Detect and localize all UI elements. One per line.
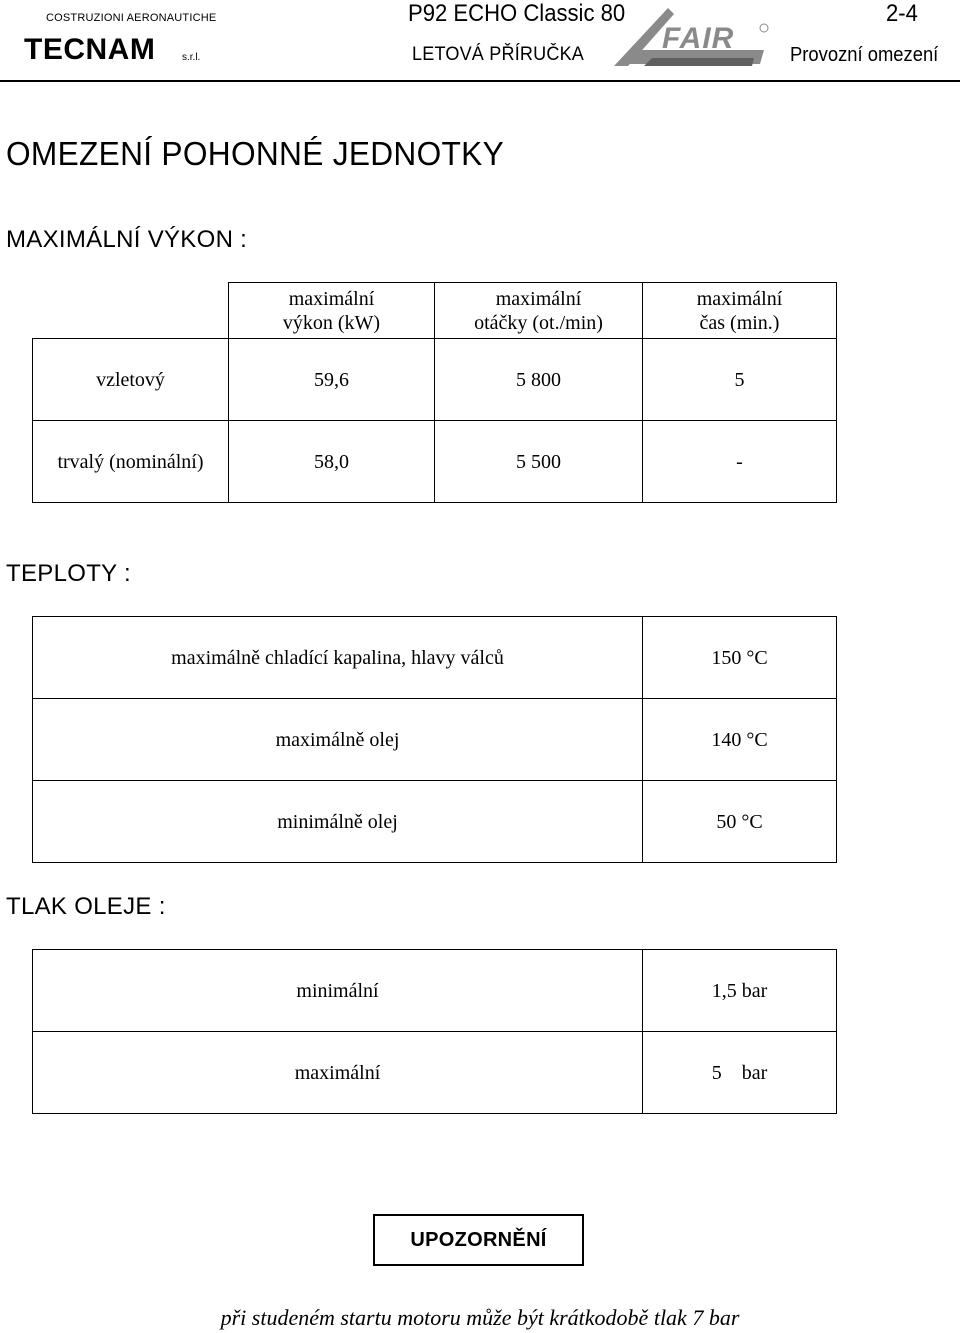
warning-text: při studeném startu motoru může být krátkodobě tlak 7 bar <box>220 1305 740 1330</box>
power-heading: MAXIMÁLNÍ VÝKON : <box>6 226 248 253</box>
table-row <box>33 781 837 863</box>
column-header-power <box>229 283 435 339</box>
temperatures-heading: TEPLOTY : <box>6 560 131 587</box>
header-divider <box>0 80 960 82</box>
table-row <box>33 339 837 421</box>
table-row <box>33 1032 837 1114</box>
page-number: 2-4 <box>886 0 918 27</box>
logo-text: FAIR <box>662 22 735 55</box>
cell-value: 5 bar <box>643 1032 837 1114</box>
oil-pressure-heading: TLAK OLEJE : <box>6 893 166 920</box>
cell-rpm: 5 500 <box>435 421 643 503</box>
column-header-time <box>643 283 837 339</box>
oil-pressure-table <box>32 949 837 1114</box>
table-row <box>33 421 837 503</box>
temperatures-table <box>32 616 837 863</box>
aircraft-model: P92 ECHO Classic 80 <box>408 0 626 27</box>
cell-power: 58,0 <box>229 421 435 503</box>
cell-value: 50 °C <box>643 781 837 863</box>
cell-time: 5 <box>643 339 837 421</box>
row-label: minimální <box>33 950 643 1032</box>
table-row <box>33 950 837 1032</box>
column-header-rpm <box>435 283 643 339</box>
header-blank-cell <box>33 283 229 339</box>
cell-time: - <box>643 421 837 503</box>
page-header <box>0 0 960 84</box>
section-title: Provozní omezení <box>790 44 939 66</box>
page-title: OMEZENÍ POHONNÉ JEDNOTKY <box>6 135 504 172</box>
cell-rpm: 5 800 <box>435 339 643 421</box>
table-row <box>33 617 837 699</box>
row-label: maximálně olej <box>33 699 643 781</box>
warning-title: UPOZORNĚNÍ <box>373 1214 584 1266</box>
fair-logo-icon <box>604 6 772 70</box>
header-line: výkon (kW) <box>282 311 381 334</box>
row-label: minimálně olej <box>33 781 643 863</box>
manual-title: LETOVÁ PŘÍRUČKA <box>412 44 585 65</box>
header-line: maximální <box>696 287 783 310</box>
table-header-row <box>33 283 837 339</box>
brand-name: TECNAM <box>24 33 156 66</box>
header-line: čas (min.) <box>699 311 780 334</box>
row-label: vzletový <box>33 339 229 421</box>
row-label: maximální <box>33 1032 643 1114</box>
power-table <box>32 282 837 503</box>
table-row <box>33 699 837 781</box>
cell-value: 1,5 bar <box>643 950 837 1032</box>
header-line: maximální <box>495 287 582 310</box>
header-line: otáčky (ot./min) <box>474 311 603 334</box>
header-line: maximální <box>288 287 375 310</box>
cell-value: 150 °C <box>643 617 837 699</box>
cell-value: 140 °C <box>643 699 837 781</box>
brand-suffix: s.r.l. <box>182 52 201 63</box>
company-name: COSTRUZIONI AERONAUTICHE <box>46 12 217 24</box>
row-label: trvalý (nominální) <box>33 421 229 503</box>
cell-power: 59,6 <box>229 339 435 421</box>
row-label: maximálně chladící kapalina, hlavy válců <box>33 617 643 699</box>
